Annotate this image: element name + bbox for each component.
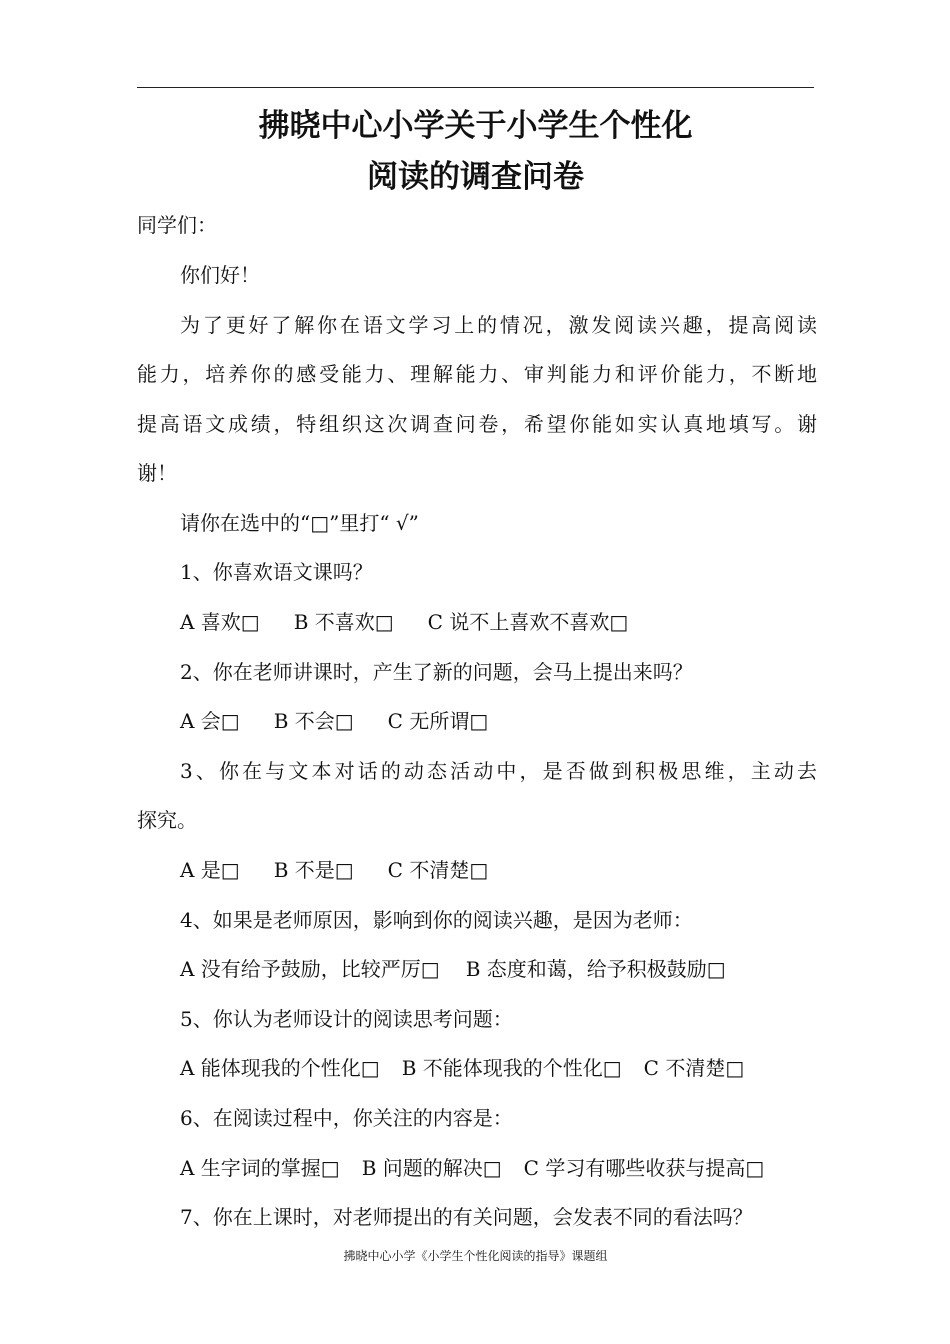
question-3-continued: 探究。 (137, 808, 197, 832)
option-checkbox[interactable]: C 学习有哪些收获与提高□ (523, 1156, 765, 1180)
question-2-options (180, 707, 817, 735)
option-checkbox[interactable]: B 不会□ (273, 709, 354, 733)
instruction: 请你在选中的“□”里打“ √” (180, 511, 419, 535)
question-2: 2、你在老师讲课时，产生了新的问题，会马上提出来吗？ (180, 660, 693, 684)
option-checkbox[interactable]: B 态度和蔼，给予积极鼓励□ (465, 957, 726, 981)
question-3: 3、你在与文本对话的动态活动中，是否做到积极思维，主动去 (180, 759, 817, 783)
option-checkbox[interactable]: A 没有给予鼓励，比较严厉□ (180, 957, 440, 981)
option-checkbox[interactable]: C 无所谓□ (387, 709, 489, 733)
intro-line-3: 提高语文成绩，特组织这次调查问卷，希望你能如实认真地填写。谢 (137, 412, 817, 436)
intro-line-1: 为了更好了解你在语文学习上的情况，激发阅读兴趣，提高阅读 (180, 313, 817, 337)
intro-line-4: 谢！ (137, 461, 177, 485)
option-checkbox[interactable]: C 不清楚□ (643, 1056, 745, 1080)
option-checkbox[interactable]: A 会□ (180, 709, 240, 733)
question-7: 7、你在上课时，对老师提出的有关问题，会发表不同的看法吗？ (180, 1205, 753, 1229)
question-5-options (180, 1054, 817, 1082)
question-5: 5、你认为老师设计的阅读思考问题： (180, 1007, 513, 1031)
question-1: 1、你喜欢语文课吗？ (180, 560, 373, 584)
option-checkbox[interactable]: C 说不上喜欢不喜欢□ (427, 610, 629, 634)
salutation: 同学们： (137, 213, 217, 237)
option-checkbox[interactable]: B 不是□ (273, 858, 354, 882)
question-6: 6、在阅读过程中，你关注的内容是： (180, 1106, 513, 1130)
page-footer: 拂晓中心小学《小学生个性化阅读的指导》课题组 (343, 1249, 608, 1263)
question-3-options (180, 856, 817, 884)
intro-line-2: 能力，培养你的感受能力、理解能力、审判能力和评价能力，不断地 (137, 362, 817, 386)
option-checkbox[interactable]: A 是□ (180, 858, 240, 882)
title-line-2: 阅读的调查问卷 (367, 159, 584, 195)
question-1-options (180, 608, 817, 636)
question-6-options (180, 1154, 817, 1182)
title-line-1: 拂晓中心小学关于小学生个性化 (258, 108, 693, 144)
header-rule (137, 87, 814, 88)
question-4-options (180, 955, 817, 983)
option-checkbox[interactable]: A 能体现我的个性化□ (180, 1056, 380, 1080)
option-checkbox[interactable]: B 不能体现我的个性化□ (401, 1056, 622, 1080)
option-checkbox[interactable]: A 生字词的掌握□ (180, 1156, 340, 1180)
option-checkbox[interactable]: C 不清楚□ (387, 858, 489, 882)
option-checkbox[interactable]: B 不喜欢□ (293, 610, 394, 634)
option-checkbox[interactable]: B 问题的解决□ (361, 1156, 502, 1180)
option-checkbox[interactable]: A 喜欢□ (180, 610, 260, 634)
question-4: 4、如果是老师原因，影响到你的阅读兴趣，是因为老师： (180, 908, 693, 932)
greeting: 你们好！ (180, 263, 260, 287)
